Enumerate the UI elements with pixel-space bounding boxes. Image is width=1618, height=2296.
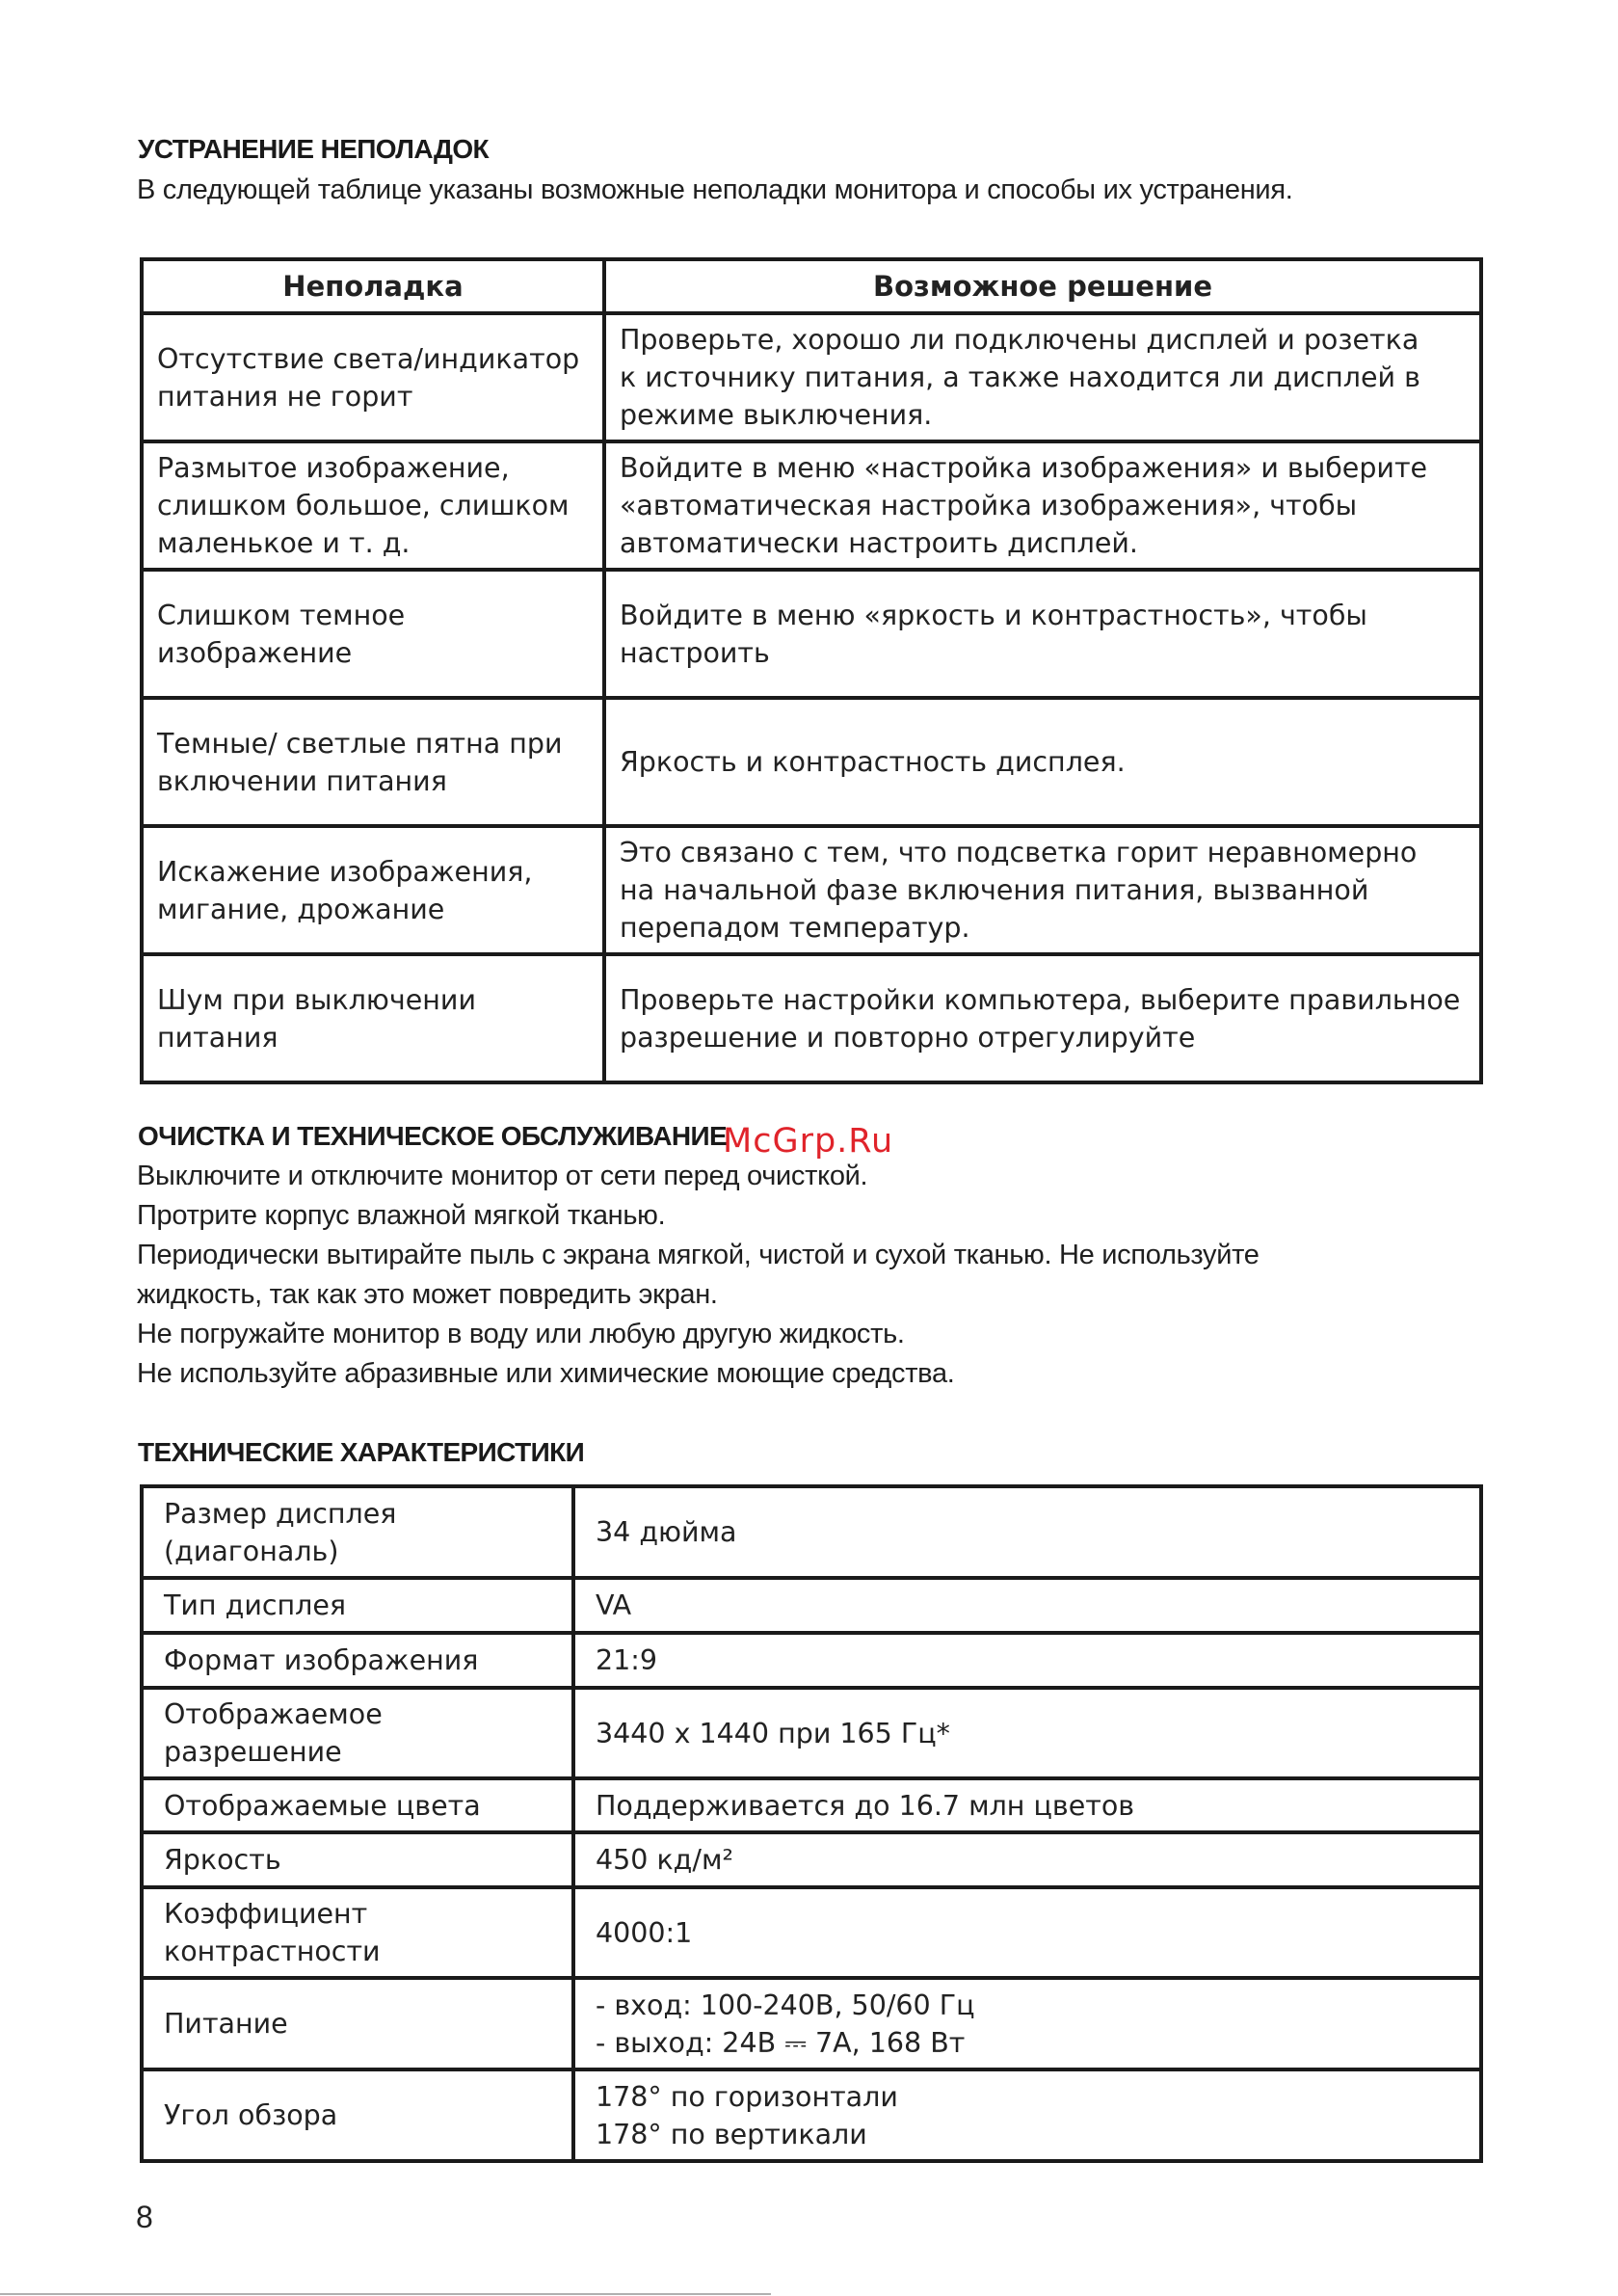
spec-label: Яркость [142,1832,573,1887]
header-problem: Неполадка [142,259,604,313]
problem-cell: Слишком темное изображение [142,570,604,698]
table-row [142,1688,1481,1778]
spec-label: Формат изображения [142,1633,573,1688]
bottom-divider [0,2293,771,2295]
solution-cell: Войдите в меню «настройка изображения» и выберите «автоматическая настройка изображения», чтобы автоматически настроить дисплей. [604,441,1481,570]
cleaning-line: Периодически вытирайте пыль с экрана мягкой, чистой и сухой тканью. Не используйте жидкость, так как это может повредить экран. [137,1240,1260,1310]
solution-cell: Войдите в меню «яркость и контрастность», чтобы настроить [604,570,1481,698]
spec-value: 4000:1 [573,1887,1481,1978]
problem-cell: Размытое изображение, слишком большое, слишком маленькое и т. д. [142,441,604,570]
table-row [142,954,1481,1082]
problem-cell: Искажение изображения, мигание, дрожание [142,826,604,954]
table-row [142,570,1481,698]
page-number: 8 [136,2200,153,2234]
spec-value: 3440 x 1440 при 165 Гц* [573,1688,1481,1778]
table-row [142,826,1481,954]
specs-table [140,1484,1483,2163]
cleaning-title: ОЧИСТКА И ТЕХНИЧЕСКОЕ ОБСЛУЖИВАНИЕ [138,1121,728,1151]
spec-value: 34 дюйма [573,1486,1481,1578]
cleaning-line: Протрите корпус влажной мягкой тканью. [137,1200,666,1231]
spec-label: Размер дисплея (диагональ) [142,1486,573,1578]
watermark: McGrp.Ru [723,1122,894,1161]
troubleshooting-title: УСТРАНЕНИЕ НЕПОЛАДОК [138,134,490,164]
spec-label: Отображаемое разрешение [142,1688,573,1778]
table-row [142,1978,1481,2069]
table-row [142,313,1481,441]
problem-cell: Отсутствие света/индикатор питания не горит [142,313,604,441]
problem-cell: Шум при выключении питания [142,954,604,1082]
spec-value: 450 кд/м² [573,1832,1481,1887]
table-row [142,1486,1481,1578]
cleaning-line: Выключите и отключите монитор от сети перед очисткой. [137,1161,868,1191]
header-solution: Возможное решение [604,259,1481,313]
cleaning-line: Не используйте абразивные или химические моющие средства. [137,1358,955,1389]
table-row [142,698,1481,826]
spec-label: Питание [142,1978,573,2069]
spec-value: Поддерживается до 16.7 млн цветов [573,1778,1481,1832]
cleaning-line: Не погружайте монитор в воду или любую другую жидкость. [137,1319,905,1349]
troubleshooting-intro: В следующей таблице указаны возможные неполадки монитора и способы их устранения. [137,174,1293,205]
troubleshooting-table [140,257,1483,1084]
table-row [142,1633,1481,1688]
table-row [142,1578,1481,1633]
spec-label: Угол обзора [142,2069,573,2161]
spec-label: Тип дисплея [142,1578,573,1633]
solution-cell: Яркость и контрастность дисплея. [604,698,1481,826]
troubleshooting-header-row [142,259,1481,313]
specs-title: ТЕХНИЧЕСКИЕ ХАРАКТЕРИСТИКИ [138,1437,585,1467]
spec-value: VA [573,1578,1481,1633]
table-row [142,1832,1481,1887]
spec-label: Коэффициент контрастности [142,1887,573,1978]
table-row [142,1778,1481,1832]
table-row [142,2069,1481,2161]
cleaning-instructions [137,1157,1260,1394]
solution-cell: Проверьте, хорошо ли подключены дисплей и розетка к источнику питания, а также находится ли дисплей в режиме выключения. [604,313,1481,441]
solution-cell: Это связано с тем, что подсветка горит неравномерно на начальной фазе включения питания, вызванной перепадом температур. [604,826,1481,954]
spec-value: 178° по горизонтали 178° по вертикали [573,2069,1481,2161]
problem-cell: Темные/ светлые пятна при включении питания [142,698,604,826]
table-row [142,441,1481,570]
spec-value: - вход: 100-240В, 50/60 Гц - выход: 24В ⎓ 7А, 168 Вт [573,1978,1481,2069]
table-row [142,1887,1481,1978]
solution-cell: Проверьте настройки компьютера, выберите правильное разрешение и повторно отрегулируйте [604,954,1481,1082]
spec-value: 21:9 [573,1633,1481,1688]
spec-label: Отображаемые цвета [142,1778,573,1832]
